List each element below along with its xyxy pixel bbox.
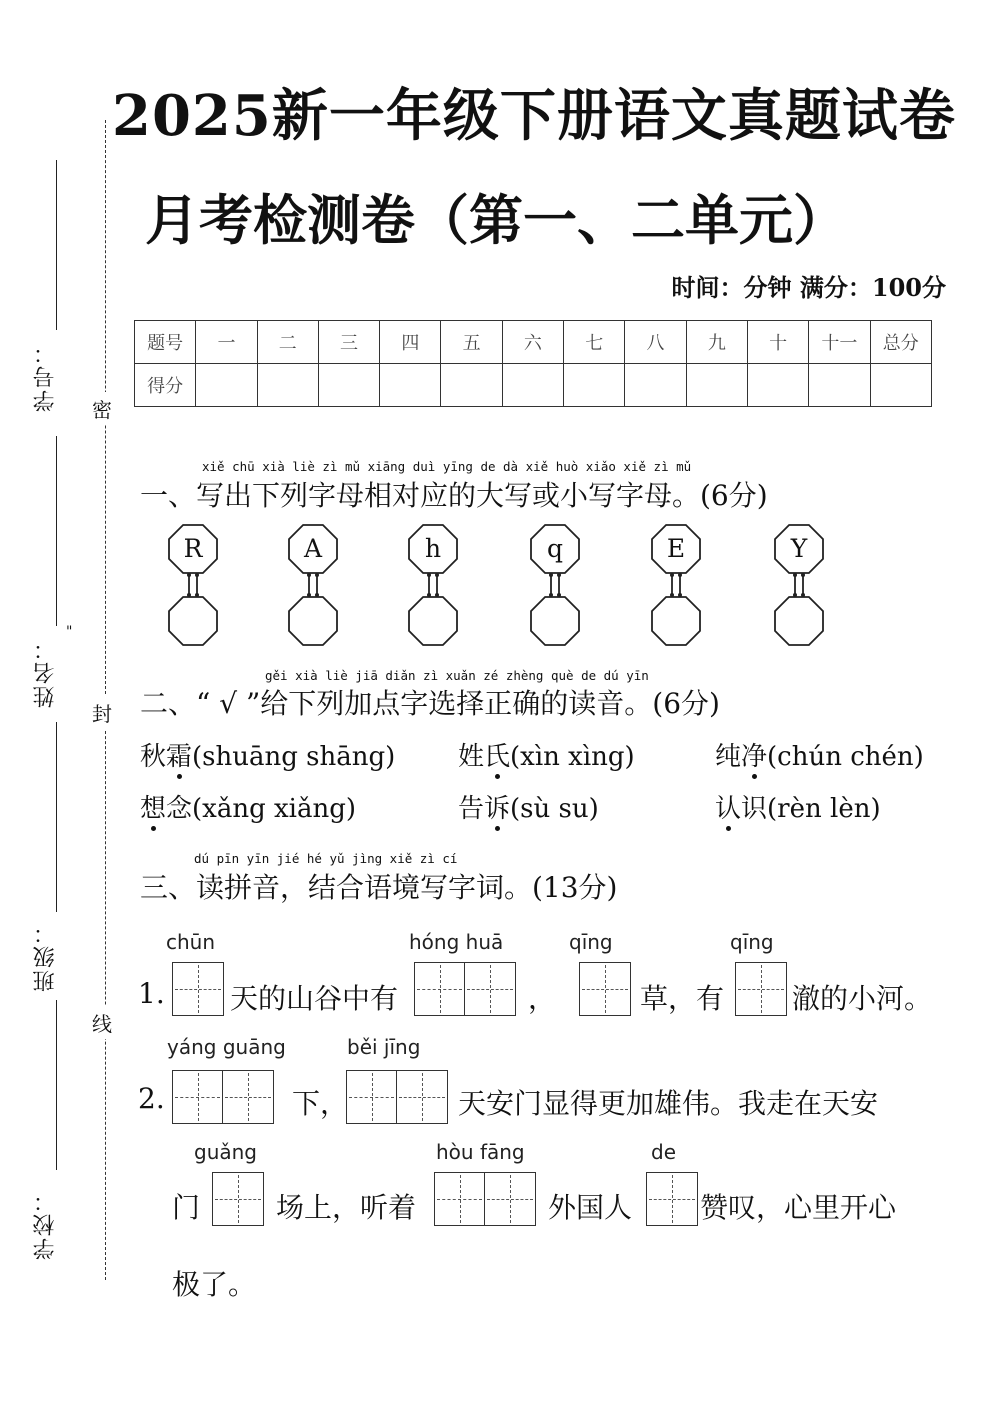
sentence-text: 天的山谷中有 (230, 982, 399, 1015)
chain-dot (315, 593, 319, 597)
dotted-char: 净 (741, 742, 768, 772)
score-table-score-row (135, 364, 932, 407)
score-input-cell[interactable] (686, 364, 747, 407)
score-input-cell[interactable] (380, 364, 441, 407)
letter-chain (288, 522, 348, 648)
given-letter: A (303, 534, 323, 563)
school-label: 学校： (33, 1188, 58, 1260)
letter-chain (408, 522, 468, 648)
score-cell: 总分 (870, 321, 931, 364)
score-cell: 五 (441, 321, 502, 364)
sentence-text: 极了。 (172, 1268, 257, 1301)
score-cell: 十 (747, 321, 808, 364)
chain-dot (557, 593, 561, 597)
score-input-cell[interactable] (564, 364, 625, 407)
score-cell: 九 (686, 321, 747, 364)
writing-grid[interactable] (212, 1172, 264, 1226)
class-label: 班级： (33, 920, 58, 992)
writing-grid[interactable] (646, 1172, 698, 1226)
given-letter: h (424, 534, 442, 563)
reading-item: 秋霜(shuāng shāng) (140, 742, 396, 772)
pinyin-hint: hòu fāng (436, 1140, 525, 1164)
answer-slot[interactable] (292, 600, 334, 642)
score-input-cell[interactable] (625, 364, 686, 407)
sentence-text: 澈的小河。 (792, 982, 933, 1015)
score-cell: 六 (502, 321, 563, 364)
dotted-char: 认 (715, 794, 742, 824)
dotted-char: 诉 (484, 794, 511, 824)
pinyin-hint: hóng huā (409, 930, 504, 954)
section1-pinyin: xiě chū xià liè zì mǔ xiāng duì yīng de dà xiě huò xiǎo xiě zì mǔ (202, 459, 692, 474)
chain-dot (549, 593, 553, 597)
pinyin-hint: de (651, 1140, 676, 1164)
chain-dot (670, 593, 674, 597)
writing-grid[interactable] (735, 962, 787, 1016)
given-letter: E (666, 534, 686, 563)
score-cell: 得分 (135, 364, 196, 407)
score-cell: 一 (196, 321, 257, 364)
sentence-text: 天安门显得更加雄伟。我走在天安 (458, 1087, 879, 1120)
section1-heading: 一、写出下列字母相对应的大写或小写字母。(6分) (140, 479, 768, 512)
section2-pinyin: gěi xià liè jiā diǎn zì xuǎn zé zhèng què de dú yīn (265, 668, 649, 683)
dotted-char: 想 (140, 794, 167, 824)
time-score-info: 时间：分钟 满分：100分 (671, 273, 946, 302)
answer-slot[interactable] (412, 600, 454, 642)
exam-title: 2025新一年级下册语文真题试卷 (112, 83, 956, 149)
reading-item: 认识(rèn lèn) (715, 794, 881, 824)
pinyin-hint: yáng guāng (167, 1035, 286, 1059)
section2-heading: 二、“ √ ”给下列加点字选择正确的读音。(6分) (140, 687, 720, 720)
score-input-cell[interactable] (196, 364, 257, 407)
seal-char-feng: 封 (92, 696, 112, 729)
dotted-char: 氏 (484, 742, 511, 772)
binding-line-class (56, 1000, 57, 1170)
chain-dot (427, 593, 431, 597)
question-number: 1. (138, 977, 165, 1010)
score-input-cell[interactable] (870, 364, 931, 407)
sentence-text: 外国人 (548, 1191, 633, 1224)
pinyin-hint: běi jīng (347, 1035, 421, 1059)
question-number: 2. (138, 1082, 165, 1115)
given-letter: Y (790, 534, 808, 563)
score-input-cell[interactable] (747, 364, 808, 407)
writing-grid[interactable] (346, 1070, 448, 1124)
exam-subtitle: 月考检测卷（第一、二单元） (145, 188, 847, 252)
sentence-text: 草，有 (640, 982, 725, 1015)
seal-char-mi: 密 (92, 392, 112, 425)
score-cell: 二 (257, 321, 318, 364)
score-table (134, 320, 932, 407)
given-letter: q (546, 534, 563, 563)
section3-heading: 三、读拼音，结合语境写字词。(13分) (140, 871, 618, 904)
writing-grid[interactable] (579, 962, 631, 1016)
reading-item: 纯净(chún chén) (715, 742, 924, 772)
chain-dot (307, 593, 311, 597)
letter-chain (774, 522, 834, 648)
score-input-cell[interactable] (257, 364, 318, 407)
writing-grid[interactable] (172, 962, 224, 1016)
answer-slot[interactable] (172, 600, 214, 642)
sentence-text: 场上，听着 (276, 1191, 417, 1224)
seal-char-xian: 线 (92, 1006, 112, 1039)
answer-slot[interactable] (655, 600, 697, 642)
chain-dot (678, 593, 682, 597)
score-input-cell[interactable] (502, 364, 563, 407)
score-input-cell[interactable] (809, 364, 870, 407)
reading-item: 想念(xǎng xiǎng) (140, 794, 357, 824)
writing-grid[interactable] (172, 1070, 274, 1124)
pinyin-hint: qīng (569, 930, 613, 954)
score-input-cell[interactable] (318, 364, 379, 407)
writing-grid[interactable] (434, 1172, 536, 1226)
letter-chain (168, 522, 228, 648)
binding-line-student-id (56, 436, 57, 626)
score-cell: 题号 (135, 321, 196, 364)
given-letter: R (183, 534, 203, 563)
sentence-text: 门 (172, 1191, 201, 1224)
student-id-label: 学号： (33, 340, 58, 412)
letter-chain (530, 522, 590, 648)
writing-grid[interactable] (414, 962, 516, 1016)
pinyin-hint: qīng (730, 930, 774, 954)
answer-slot[interactable] (778, 600, 820, 642)
name-label: 姓名： (33, 636, 58, 708)
chain-dot (435, 593, 439, 597)
letter-chain (651, 522, 711, 648)
score-table-header-row (135, 321, 932, 364)
chain-dot (187, 593, 191, 597)
reading-item: 姓氏(xìn xìng) (458, 742, 635, 772)
chain-dot (801, 593, 805, 597)
sentence-text: ， (528, 982, 557, 1015)
chain-dot (793, 593, 797, 597)
score-cell: 十一 (809, 321, 870, 364)
binding-line-name (56, 722, 57, 912)
sentence-text: 赞叹，心里开心 (700, 1191, 897, 1224)
sentence-text: 下， (292, 1087, 349, 1120)
reading-item: 告诉(sù su) (458, 794, 599, 824)
pinyin-hint: chūn (166, 930, 216, 954)
score-cell: 四 (380, 321, 441, 364)
score-cell: 七 (564, 321, 625, 364)
dotted-char: 霜 (166, 742, 193, 772)
pinyin-hint: guǎng (194, 1140, 257, 1164)
section3-pinyin: dú pīn yīn jié hé yǔ jìng xiě zì cí (194, 851, 458, 866)
answer-slot[interactable] (534, 600, 576, 642)
chain-dot (195, 593, 199, 597)
score-input-cell[interactable] (441, 364, 502, 407)
score-cell: 三 (318, 321, 379, 364)
score-cell: 八 (625, 321, 686, 364)
binding-line-top (56, 160, 57, 330)
name-mark: " (66, 624, 73, 640)
